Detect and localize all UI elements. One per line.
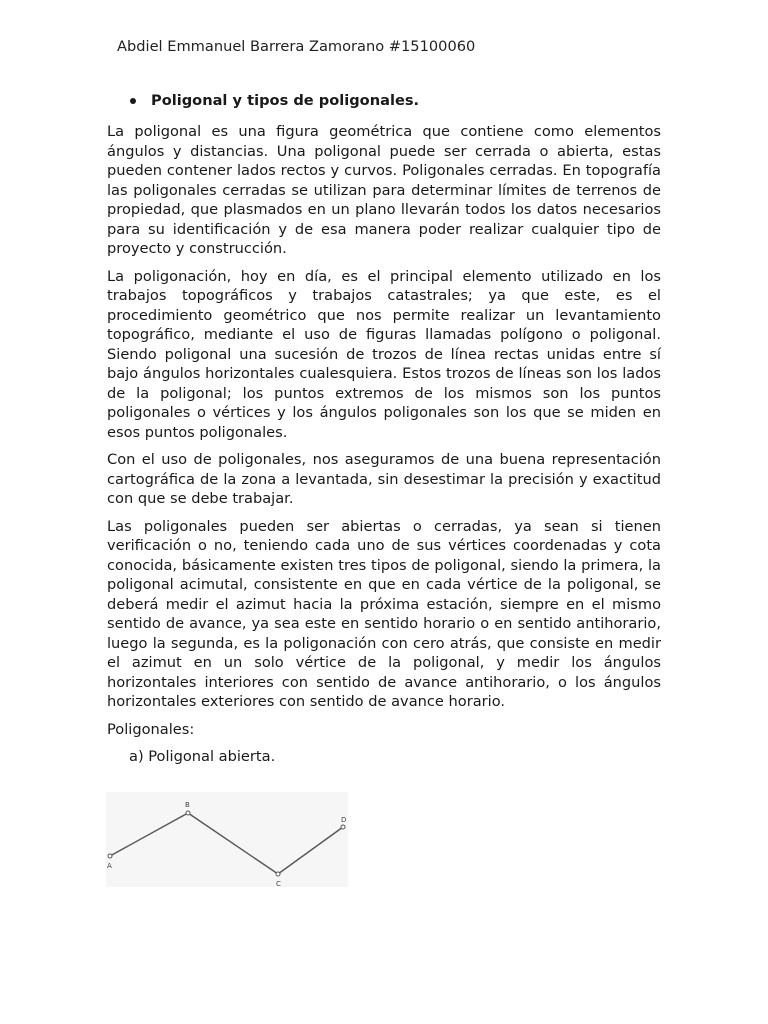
open-polygon-diagram xyxy=(106,792,348,887)
vertex-label-b: B xyxy=(185,801,190,809)
section-heading xyxy=(130,92,419,109)
author-header: Abdiel Emmanuel Barrera Zamorano #15100060 xyxy=(117,38,476,55)
vertex-label-c: C xyxy=(276,880,281,887)
list-intro: Poligonales: xyxy=(107,720,195,738)
vertex-label-d: D xyxy=(341,816,347,824)
vertex-d xyxy=(341,825,345,829)
vertex-c xyxy=(276,872,280,876)
bullet-icon xyxy=(130,98,136,104)
list-item-a: a) Poligonal abierta. xyxy=(129,748,276,765)
body-text xyxy=(107,122,661,775)
paragraph-4: Las poligonales pueden ser abiertas o cerradas, ya sean si tienen verificación o no, teniendo cada uno de sus vértices coordenadas y cota conocida, básicamente existen tres tipos de poligonal, siendo la primera, la poligonal acimutal, consistente en que en cada vértice de la poligonal, se deberá medir el azimut hacia la próxima estación, siempre en el mismo sentido de avance, ya sea este en sentido horario o en sentido antihorario, luego la segunda, es la poligonación con cero atrás, que consiste en medir el azimut en un solo vértice de la poligonal, y medir los ángulos horizontales interiores con sentido de avance antihorario, o los ángulos horizontales exteriores con sentido de avance horario. xyxy=(107,517,661,710)
vertex-a xyxy=(108,854,112,858)
open-polygon-figure xyxy=(106,792,348,887)
paragraph-3: Con el uso de poligonales, nos aseguramos de una buena representación cartográfica de la zona a levantada, sin desestimar la precisión y exactitud con que se debe trabajar. xyxy=(107,451,661,507)
paragraph-1: La poligonal es una figura geométrica que contiene como elementos ángulos y distancias. Una poligonal puede ser cerrada o abierta, estas pueden contener lados rectos y curvos. Poligonales cerradas. En topografía las poligonales cerradas se utilizan para determinar límites de terrenos de propiedad, que plasmados en un plano llevarán todos los datos necesarios para su identificación y de esa manera poder realizar cualquier tipo de proyecto y construcción. xyxy=(107,123,661,257)
vertex-label-a: A xyxy=(107,862,112,870)
section-heading-text: Poligonal y tipos de poligonales. xyxy=(151,92,420,109)
vertex-b xyxy=(186,811,190,815)
polygon-path xyxy=(110,813,343,874)
paragraph-2: La poligonación, hoy en día, es el principal elemento utilizado en los trabajos topográficos y trabajos catastrales; ya que este, es el procedimiento geométrico que nos permite realizar un levantamiento topográfico, mediante el uso de figuras llamadas polígono o poligonal. Siendo poligonal una sucesión de trozos de línea rectas unidas entre sí bajo ángulos horizontales cualesquiera. Estos trozos de líneas son los lados de la poligonal; los puntos extremos de los mismos son los puntos poligonales o vértices y los ángulos poligonales son los que se miden en esos puntos poligonales. xyxy=(107,267,661,441)
